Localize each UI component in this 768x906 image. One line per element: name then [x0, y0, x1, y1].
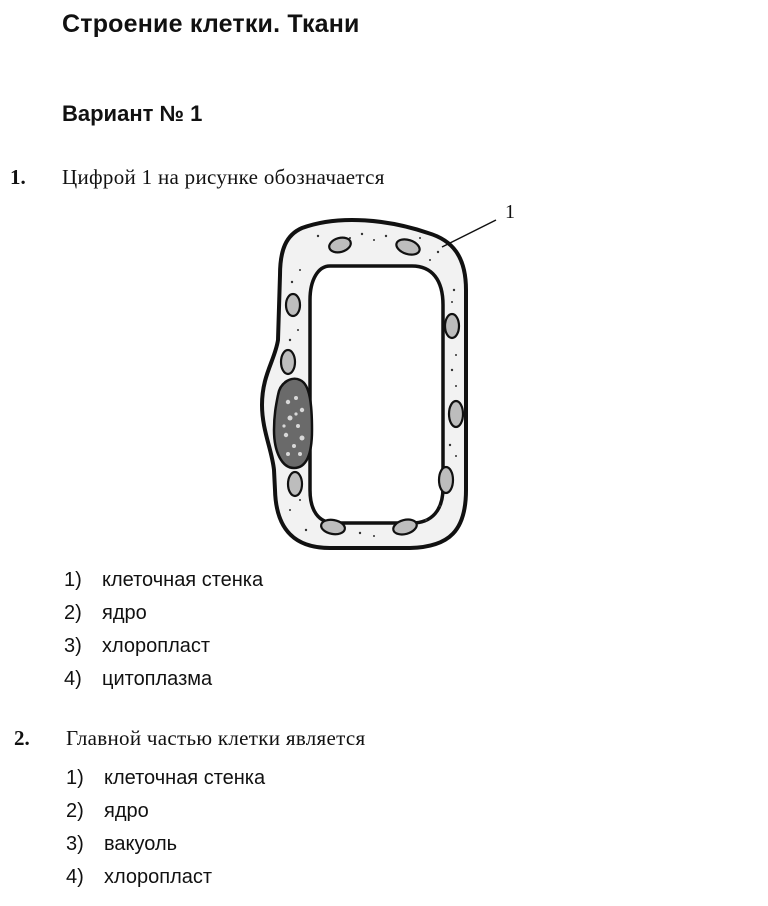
list-item[interactable] [66, 861, 265, 894]
option-number: 4) [64, 668, 82, 690]
nucleus-shape [274, 379, 312, 468]
list-item[interactable] [64, 663, 263, 696]
option-number: 2) [64, 602, 82, 624]
option-text: клеточная стенка [102, 569, 264, 591]
option-text: ядро [104, 800, 149, 822]
option-text: клеточная стенка [104, 767, 266, 789]
list-item[interactable] [66, 762, 265, 795]
page-title: Строение клетки. Ткани [62, 10, 360, 38]
plant-cell-diagram [240, 190, 540, 560]
option-text: ядро [102, 602, 147, 624]
question-2-options [66, 762, 265, 894]
option-number: 2) [66, 800, 84, 822]
label-pointer-line [442, 220, 496, 247]
list-item[interactable] [64, 630, 263, 663]
list-item[interactable] [64, 597, 263, 630]
question-1-number: 1. [10, 165, 26, 189]
option-number: 3) [66, 833, 84, 855]
list-item[interactable] [64, 564, 263, 597]
figure-label-1: 1 [505, 201, 515, 223]
question-1-text: Цифрой 1 на рисунке обозначается [62, 165, 385, 189]
option-number: 4) [66, 866, 84, 888]
option-number: 3) [64, 635, 82, 657]
option-text: хлоропласт [102, 635, 211, 657]
option-text: вакуоль [104, 833, 178, 855]
variant-heading: Вариант № 1 [62, 101, 203, 126]
option-text: хлоропласт [104, 866, 213, 888]
list-item[interactable] [66, 795, 265, 828]
option-number: 1) [64, 569, 82, 591]
vacuole-outline [310, 266, 443, 523]
option-text: цитоплазма [102, 668, 213, 690]
question-2-number: 2. [14, 726, 30, 750]
question-1-options [64, 564, 263, 696]
list-item[interactable] [66, 828, 265, 861]
question-2-text: Главной частью клетки является [66, 726, 366, 750]
option-number: 1) [66, 767, 84, 789]
